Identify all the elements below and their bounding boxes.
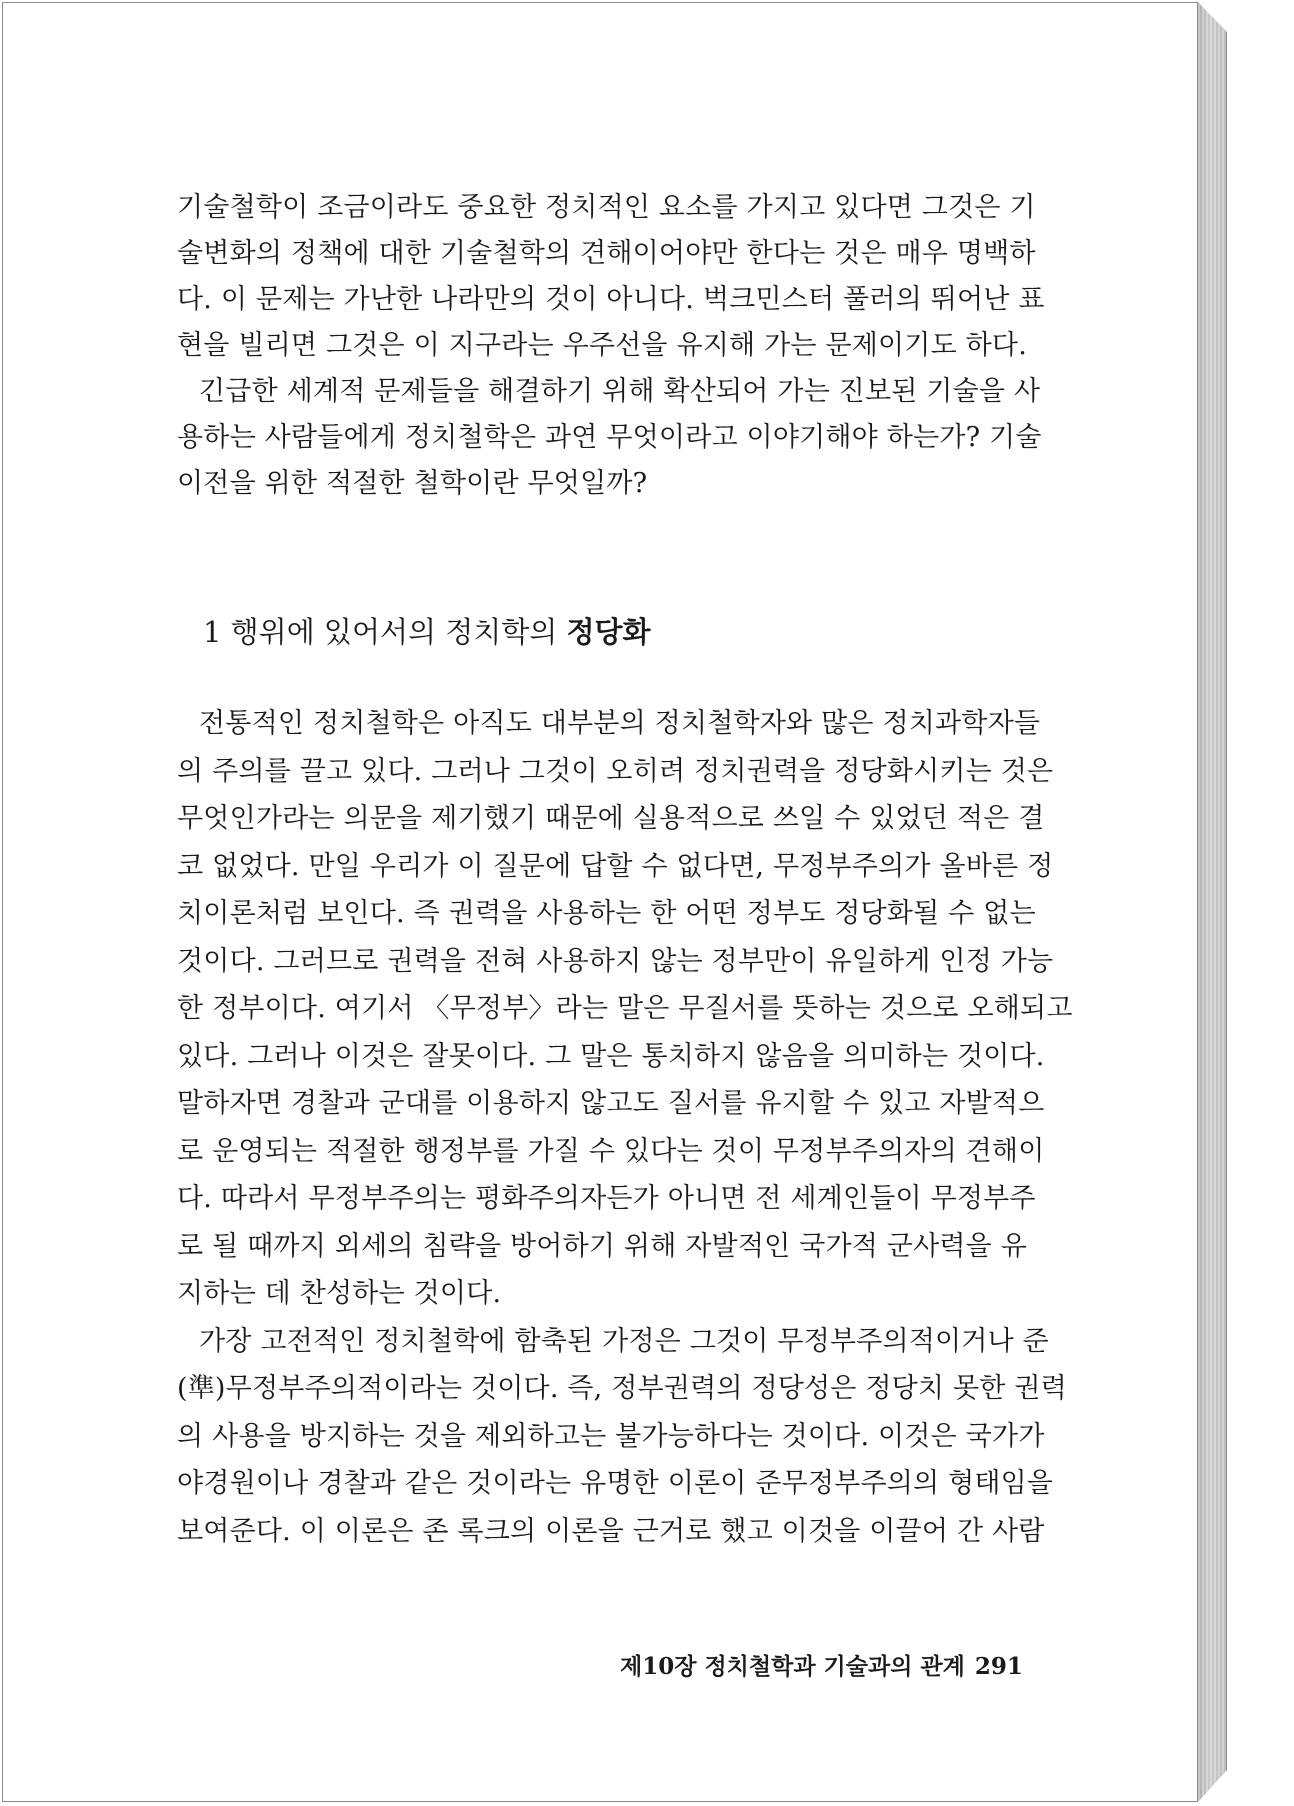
text-line: 현을 빌리면 그것은 이 지구라는 우주선을 유지해 가는 문제이기도 하다.	[177, 330, 1028, 361]
section-text-block	[177, 700, 1073, 1555]
text-line: 한 정부이다. 여기서 〈무정부〉라는 말은 무질서를 뜻하는 것으로 오해되고	[177, 993, 1073, 1024]
text-line: 이전을 위한 적절한 철학이란 무엇일까?	[177, 468, 648, 499]
text-line: 있다. 그러나 이것은 잘못이다. 그 말은 통치하지 않음을 의미하는 것이다.	[177, 1040, 1045, 1072]
text-line: 보여준다. 이 이론은 존 록크의 이론을 근거로 했고 이것을 이끌어 간 사람	[177, 1515, 1045, 1547]
intro-paragraph-2	[177, 369, 1042, 507]
section-title-bold: 정당화	[566, 615, 651, 649]
chapter-title: 제10장 정치철학과 기술과의 관계	[620, 1653, 965, 1680]
text-line: 것이다. 그러므로 권력을 전혀 사용하지 않는 정부만이 유일하게 인정 가능	[177, 945, 1054, 977]
section-heading	[203, 609, 651, 655]
intro-text-block	[177, 185, 1045, 507]
section-paragraph-2	[177, 1318, 1067, 1556]
section-number: 1	[203, 615, 222, 649]
running-footer	[620, 1648, 1023, 1681]
section-paragraph-1	[177, 700, 1073, 1318]
text-line: 무엇인가라는 의문을 제기했기 때문에 실용적으로 쓰일 수 있었던 적은 결	[177, 803, 1045, 834]
section-title-regular: 행위에 있어서의 정치학의	[230, 615, 558, 649]
text-line: 로 운영되는 적절한 행정부를 가질 수 있다는 것이 무정부주의자의 견해이	[177, 1135, 1045, 1167]
page-stack-edge-texture	[1198, 2, 1226, 1802]
text-line: 야경원이나 경찰과 같은 것이라는 유명한 이론이 준무정부주의의 형태임을	[177, 1468, 1054, 1499]
intro-paragraph-1	[177, 185, 1045, 369]
text-line: 지하는 데 찬성하는 것이다.	[177, 1278, 502, 1309]
text-line: 기술철학이 조금이라도 중요한 정치적인 요소를 가지고 있다면 그것은 기	[177, 192, 1036, 223]
text-line: 치이론처럼 보인다. 즉 권력을 사용하는 한 어떤 정부도 정당화될 수 없는	[177, 898, 1036, 929]
text-line: 다. 따라서 무정부주의는 평화주의자든가 아니면 전 세계인들이 무정부주	[177, 1183, 1036, 1214]
text-line: 술변화의 정책에 대한 기술철학의 견해이어야만 한다는 것은 매우 명백하	[177, 238, 1036, 269]
text-line: 말하자면 경찰과 군대를 이용하지 않고도 질서를 유지할 수 있고 자발적으	[177, 1088, 1045, 1119]
text-line: 가장 고전적인 정치철학에 함축된 가정은 그것이 무정부주의적이거나 준	[199, 1325, 1049, 1357]
text-line: 다. 이 문제는 가난한 나라만의 것이 아니다. 벅크민스터 풀러의 뛰어난 표	[177, 284, 1045, 315]
page-number: 291	[974, 1653, 1023, 1680]
text-line: 코 없었다. 만일 우리가 이 질문에 답할 수 없다면, 무정부주의가 올바른 정	[177, 850, 1054, 882]
text-line: (準)무정부주의적이라는 것이다. 즉, 정부권력의 정당성은 정당치 못한 권력	[177, 1373, 1067, 1404]
text-line: 용하는 사람들에게 정치철학은 과연 무엇이라고 이야기해야 하는가? 기술	[177, 422, 1042, 453]
text-line: 긴급한 세계적 문제들을 해결하기 위해 확산되어 가는 진보된 기술을 사	[199, 376, 1041, 407]
text-line: 전통적인 정치철학은 아직도 대부분의 정치철학자와 많은 정치과학자들	[199, 708, 1041, 739]
text-line: 의 사용을 방지하는 것을 제외하고는 불가능하다는 것이다. 이것은 국가가	[177, 1420, 1045, 1452]
text-line: 의 주의를 끌고 있다. 그러나 그것이 오히려 정치권력을 정당화시키는 것은	[177, 755, 1054, 787]
text-line: 로 될 때까지 외세의 침략을 방어하기 위해 자발적인 국가적 군사력을 유	[177, 1230, 1028, 1262]
